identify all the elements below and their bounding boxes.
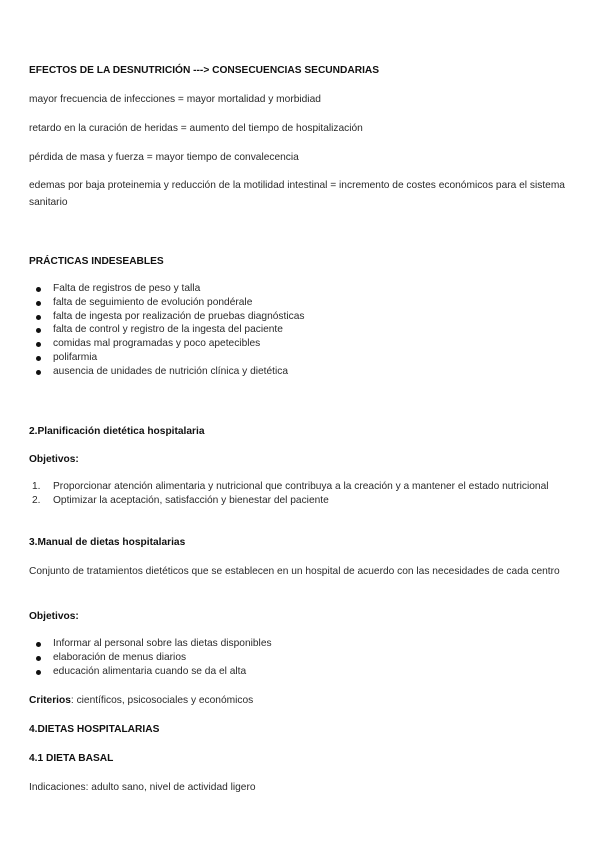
text-line: mayor frecuencia de infecciones = mayor mortalidad y morbidiad	[29, 94, 321, 105]
list-item: ausencia de unidades de nutrición clínica y dietética	[29, 365, 304, 379]
list-item: falta de ingesta por realización de pruebas diagnósticas	[29, 310, 304, 324]
text-paragraph: edemas por baja proteinemia y reducción de la motilidad intestinal = incremento de costes económicos para el sistema sanitario	[29, 180, 565, 208]
indicaciones-line: Indicaciones: adulto sano, nivel de actividad ligero	[29, 782, 256, 793]
list-item	[29, 494, 553, 508]
bullet-list-manual-objetivos	[29, 637, 272, 678]
bullet-list-practicas	[29, 282, 304, 379]
criterios-line	[29, 693, 253, 708]
text-line: retardo en la curación de heridas = aumento del tiempo de hospitalización	[29, 123, 363, 134]
list-item	[29, 480, 553, 494]
section-heading-manual: 3.Manual de dietas hospitalarias	[29, 537, 186, 548]
list-number: 2.	[32, 494, 41, 506]
criterios-label: Criterios	[29, 695, 71, 706]
list-item: falta de seguimiento de evolución pondérale	[29, 296, 304, 310]
list-number: 1.	[32, 481, 41, 492]
objetivos-label: Objetivos:	[29, 454, 79, 465]
list-item-text: Proporcionar atención alimentaria y nutricional que contribuya a la creación y a mantener el estado nutricional	[53, 481, 549, 492]
section-heading-practicas: PRÁCTICAS INDESEABLES	[29, 256, 164, 267]
objetivos-label: Objetivos:	[29, 611, 79, 622]
section-heading-dietas: 4.DIETAS HOSPITALARIAS	[29, 724, 160, 735]
section-heading-planificacion: 2.Planificación dietética hospitalaria	[29, 426, 205, 437]
list-item: comidas mal programadas y poco apetecibles	[29, 337, 304, 351]
list-item: falta de control y registro de la ingesta del paciente	[29, 323, 304, 337]
list-item: educación alimentaria cuando se da el alta	[29, 665, 272, 679]
section-heading-efectos: EFECTOS DE LA DESNUTRICIÓN ---> CONSECUENCIAS SECUNDARIAS	[29, 65, 380, 76]
numbered-list-objetivos	[29, 480, 553, 508]
criterios-text: : científicos, psicosociales y económicos	[70, 695, 254, 706]
text-line: pérdida de masa y fuerza = mayor tiempo de convalecencia	[29, 152, 299, 163]
sub-heading-dieta-basal: 4.1 DIETA BASAL	[29, 753, 114, 764]
list-item: Falta de registros de peso y talla	[29, 282, 304, 296]
list-item: elaboración de menus diarios	[29, 651, 272, 665]
manual-description: Conjunto de tratamientos dietéticos que se establecen en un hospital de acuerdo con las necesidades de cada centro	[29, 566, 560, 577]
list-item-text: Optimizar la aceptación, satisfacción y bienestar del paciente	[53, 494, 329, 506]
list-item: polifarmia	[29, 351, 304, 365]
list-item: Informar al personal sobre las dietas disponibles	[29, 637, 272, 651]
